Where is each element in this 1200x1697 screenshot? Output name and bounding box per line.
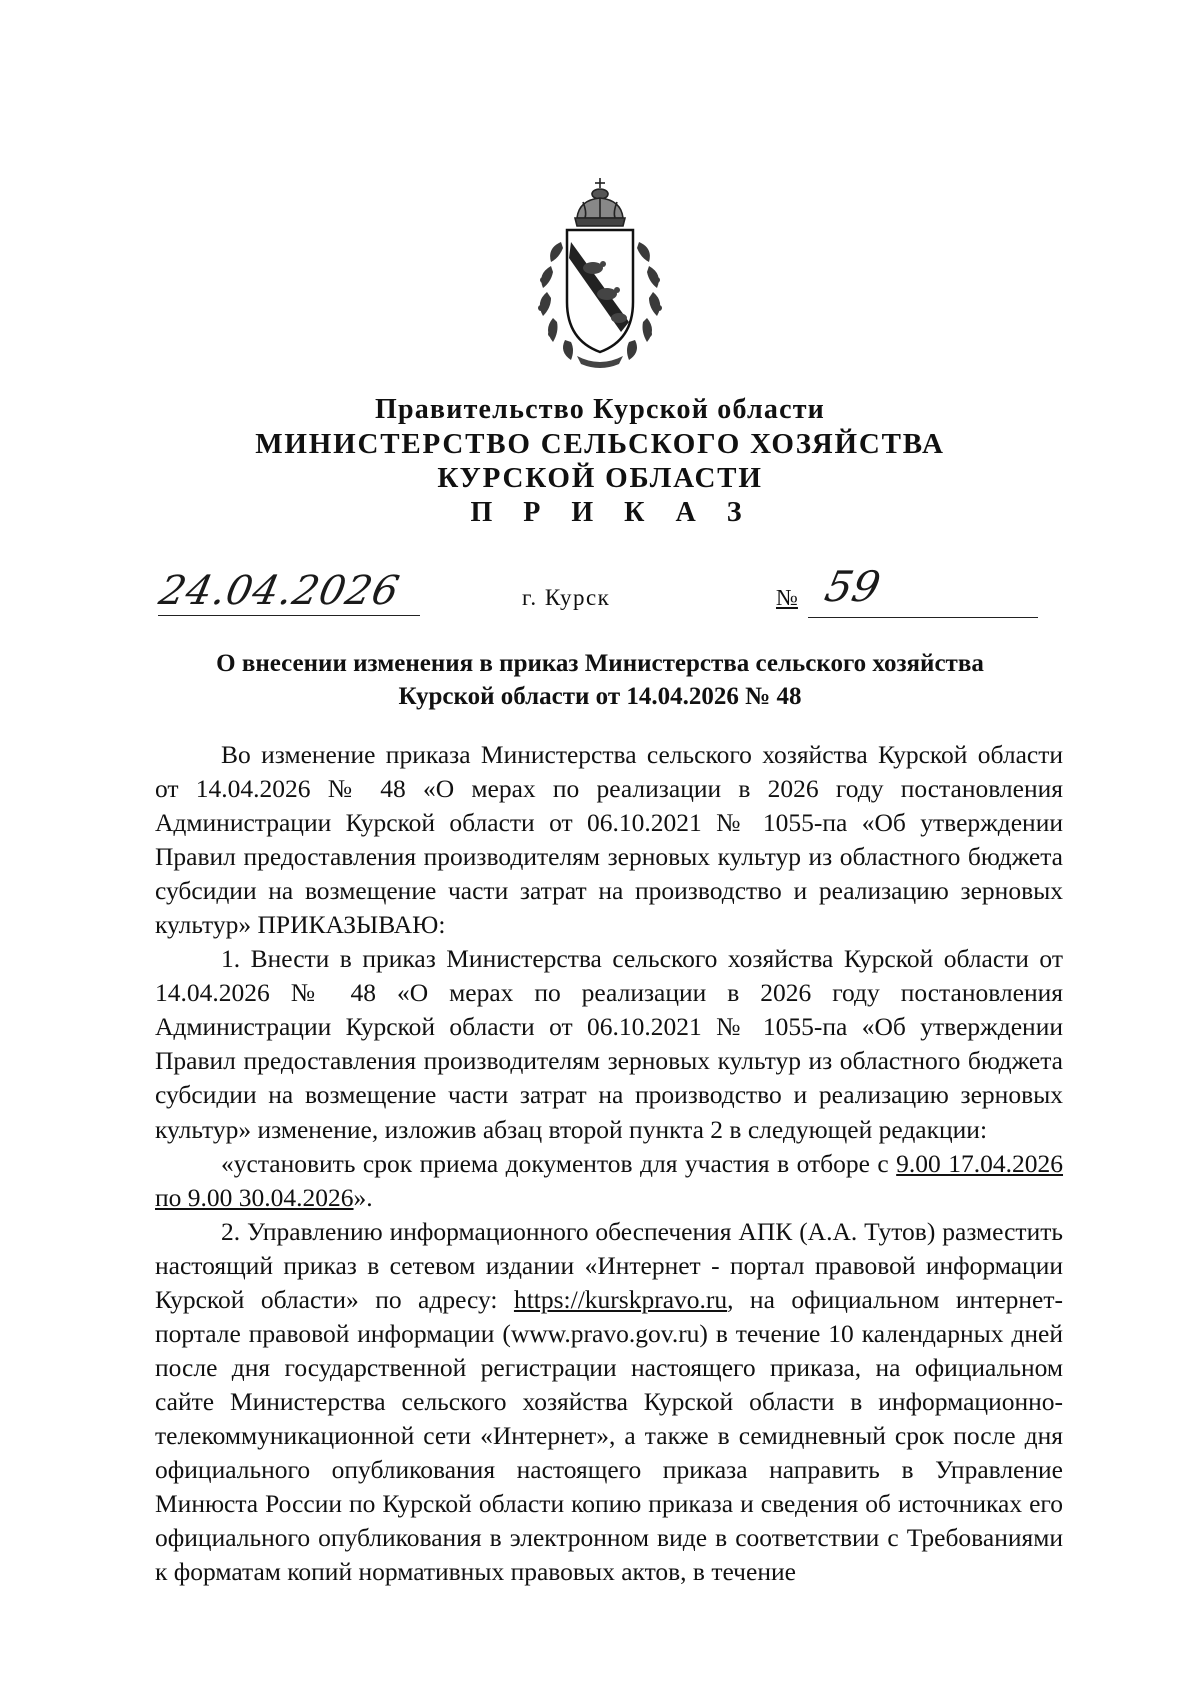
document-body bbox=[155, 738, 1063, 1589]
item-2-text: 2. Управлению информационного обеспечения АПК (А.А. Тутов) разместить настоящий приказ в сетевом издании «Интернет - портал правовой информации Курской области» по адресу: bbox=[155, 1216, 1063, 1314]
number-label: № bbox=[776, 585, 798, 610]
paragraph-new-wording bbox=[155, 1147, 1063, 1215]
date-underline bbox=[158, 615, 420, 616]
paragraph-item-1: 1. Внести в приказ Министерства сельского хозяйства Курской области от 14.04.2026 № 48 «О мерах по реализации в 2026 году постановления Администрации Курской области от 06.10.2021 № 1055-па «Об утверждении Правил предоставления производителям зерновых культур из областного бюджета субсидии на возмещение части затрат на производство и реализацию зерновых культур» изменение, изложив абзац второй пункта 2 в следующей редакции: bbox=[155, 944, 1063, 1144]
handwritten-date: 24.04.2026 bbox=[155, 568, 404, 614]
new-wording-end: ». bbox=[353, 1182, 373, 1212]
city-label: г. Курск bbox=[522, 585, 611, 610]
item-2-text-continued: , на официальном интернет-портале правовой информации (www.pravo.gov.ru) в течение 10 календарных дней после дня государственной регистрации настоящего приказа, на официальном сайте Министерства сельского хозяйства Курской области в информационно-телекоммуникационной сети «Интернет», а также в семидневный срок после дня официального опубликования настоящего приказа направить в Управление Минюста России по Курской области копию приказа и сведения об источниках его официального опубликования в электронном виде в соответствии с Требованиями к форматам копий нормативных правовых актов, в течение bbox=[155, 1284, 1063, 1587]
paragraph-item-2 bbox=[155, 1215, 1063, 1590]
document-type: П Р И К А З bbox=[470, 497, 754, 528]
coat-of-arms-emblem bbox=[521, 172, 679, 372]
government-name: Правительство Курской области bbox=[374, 394, 826, 425]
new-wording-period: 9.00 17.04.2026 по 9.00 30.04.2026 bbox=[155, 1148, 1064, 1212]
kurskpravo-link[interactable]: https://kurskpravo.ru bbox=[513, 1284, 728, 1314]
paragraph-preamble: Во изменение приказа Министерства сельского хозяйства Курской области от 14.04.2026 № 48 «О мерах по реализации в 2026 году постановления Администрации Курской области от 06.10.2021 № 1055-па «Об утверждении Правил предоставления производителям зерновых культур из областного бюджета субсидии на возмещение части затрат на производство и реализацию зерновых культур» ПРИКАЗЫВАЮ: bbox=[155, 740, 1063, 940]
ministry-name-line2: КУРСКОЙ ОБЛАСТИ bbox=[437, 462, 763, 494]
ministry-name-line1: МИНИСТЕРСТВО СЕЛЬСКОГО ХОЗЯЙСТВА bbox=[255, 428, 945, 460]
number-underline bbox=[808, 617, 1038, 618]
handwritten-number: 59 bbox=[820, 562, 885, 611]
document-title-line2: Курской области от 14.04.2026 № 48 bbox=[398, 683, 802, 710]
new-wording-text: «установить срок приема документов для участия в отборе с bbox=[221, 1148, 897, 1178]
document-title-line1: О внесении изменения в приказ Министерства сельского хозяйства bbox=[216, 650, 984, 677]
